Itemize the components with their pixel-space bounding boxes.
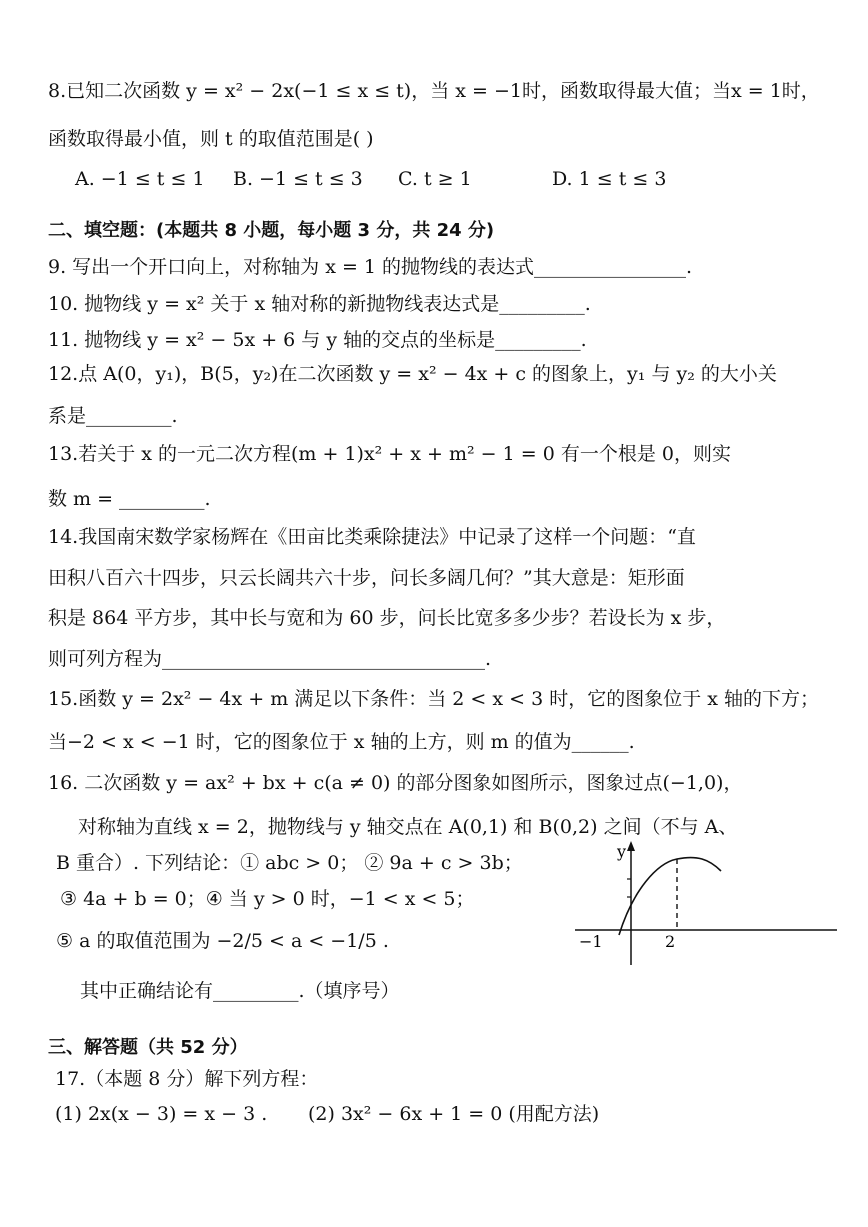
q8-option-a: A. −1 ≤ t ≤ 1 xyxy=(75,168,205,190)
q8-option-b: B. −1 ≤ t ≤ 3 xyxy=(233,168,363,190)
q16-line2: 对称轴为直线 x = 2，抛物线与 y 轴交点在 A(0,1) 和 B(0,2) 之间（不与 A、 xyxy=(78,816,738,838)
q16-line6: 其中正确结论有_________.（填序号） xyxy=(80,980,400,1002)
q16-line4: ③ 4a + b = 0；④ 当 y > 0 时，−1 < x < 5； xyxy=(60,888,475,910)
parabola-curve xyxy=(619,858,721,936)
q8-line2: 函数取得最小值，则 t 的取值范围是( ) xyxy=(48,128,374,150)
two-label: 2 xyxy=(665,932,676,951)
q13-line1: 13.若关于 x 的一元二次方程(m + 1)x² + x + m² − 1 = 0 有一个根是 0，则实 xyxy=(48,443,731,465)
neg-one-label: −1 xyxy=(579,932,603,951)
q13-line2: 数 m = _________. xyxy=(48,488,211,510)
q14-line1: 14.我国南宋数学家杨辉在《田亩比类乘除捷法》中记录了这样一个问题：“直 xyxy=(48,526,696,548)
question-11: 11. 抛物线 y = x² − 5x + 6 与 y 轴的交点的坐标是_________. xyxy=(48,329,587,351)
q16-line3: B 重合）. 下列结论：① abc > 0； ② 9a + c > 3b； xyxy=(56,852,523,874)
q17-part1: (1) 2x(x − 3) = x − 3 . xyxy=(55,1103,268,1125)
q16-line1: 16. 二次函数 y = ax² + bx + c(a ≠ 0) 的部分图象如图所示，图象过点(−1,0)， xyxy=(48,772,743,794)
q8-option-d: D. 1 ≤ t ≤ 3 xyxy=(552,168,667,190)
unused xyxy=(619,855,737,930)
q15-line2: 当−2 < x < −1 时，它的图象位于 x 轴的上方，则 m 的值为______. xyxy=(48,731,635,753)
q17-title: 17.（本题 8 分）解下列方程： xyxy=(55,1068,319,1090)
q17-part2: (2) 3x² − 6x + 1 = 0 (用配方法) xyxy=(308,1103,600,1125)
q8-option-c: C. t ≥ 1 xyxy=(398,168,472,190)
q16-line5: ⑤ a 的取值范围为 −2/5 < a < −1/5 . xyxy=(56,930,389,952)
section-3-heading: 三、解答题（共 52 分） xyxy=(48,1037,248,1058)
question-10: 10. 抛物线 y = x² 关于 x 轴对称的新抛物线表达式是_________. xyxy=(48,293,591,315)
question-9: 9. 写出一个开口向上，对称轴为 x = 1 的抛物线的表达式________________. xyxy=(48,256,693,278)
q12-line1: 12.点 A(0，y₁)，B(5，y₂)在二次函数 y = x² − 4x + c 的图象上，y₁ 与 y₂ 的大小关 xyxy=(48,363,777,385)
q14-line2: 田积八百六十四步，只云长阔共六十步，问长多阔几何？”其大意是：矩形面 xyxy=(48,567,685,589)
y-axis-arrow xyxy=(627,841,635,851)
section-2-heading: 二、填空题：(本题共 8 小题，每小题 3 分，共 24 分) xyxy=(48,220,495,241)
q8-line1: 8.已知二次函数 y = x² − 2x(−1 ≤ x ≤ t)，当 x = −1时，函数取得最大值；当x = 1时， xyxy=(48,80,820,102)
q14-line4: 则可列方程为__________________________________. xyxy=(48,648,492,670)
parabola-graph xyxy=(575,835,845,975)
q14-line3: 积是 864 平方步，其中长与宽和为 60 步，问长比宽多多少步？若设长为 x 步， xyxy=(48,607,726,629)
q15-line1: 15.函数 y = 2x² − 4x + m 满足以下条件：当 2 < x < 3 时，它的图象位于 x 轴的下方； xyxy=(48,688,820,710)
q12-line2: 系是_________. xyxy=(48,405,178,427)
y-axis-label: y xyxy=(617,842,627,861)
